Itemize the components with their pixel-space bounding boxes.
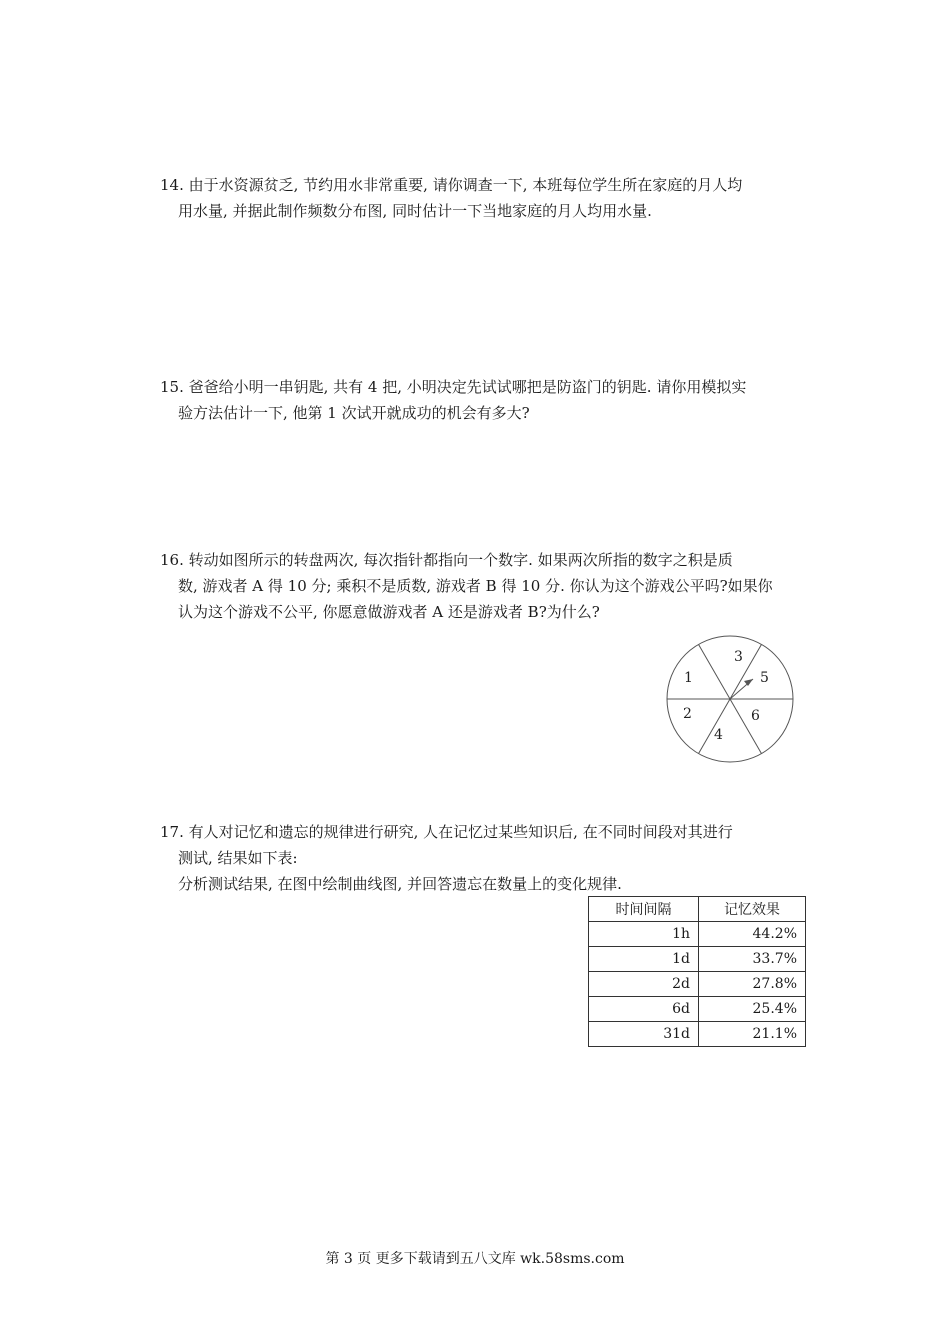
table-row — [589, 972, 806, 997]
question-17-line-2: 测试, 结果如下表: — [178, 849, 298, 867]
spinner-diagram — [664, 633, 796, 765]
spinner-number-4: 4 — [714, 727, 723, 743]
table-row — [589, 997, 806, 1022]
table-cell-effect: 33.7% — [699, 947, 806, 972]
table-row — [589, 947, 806, 972]
question-16-line-1: 16. 转动如图所示的转盘两次, 每次指针都指向一个数字. 如果两次所指的数字之积是质 — [160, 551, 733, 569]
question-17-line-3: 分析测试结果, 在图中绘制曲线图, 并回答遗忘在数量上的变化规律. — [178, 875, 622, 893]
table-header-effect: 记忆效果 — [699, 897, 806, 922]
memory-results-table — [588, 896, 806, 1047]
question-15-line-2: 验方法估计一下, 他第 1 次试开就成功的机会有多大? — [178, 404, 530, 422]
page-footer: 第 3 页 更多下载请到五八文库 wk.58sms.com — [325, 1251, 625, 1267]
spinner-number-1: 1 — [684, 670, 693, 686]
spinner-number-5: 5 — [760, 670, 769, 686]
question-14-line-2: 用水量, 并据此制作频数分布图, 同时估计一下当地家庭的月人均用水量. — [178, 202, 652, 220]
question-17-line-1: 17. 有人对记忆和遗忘的规律进行研究, 人在记忆过某些知识后, 在不同时间段对其进行 — [160, 823, 733, 841]
table-cell-interval: 31d — [589, 1022, 699, 1047]
question-14-line-1: 14. 由于水资源贫乏, 节约用水非常重要, 请你调查一下, 本班每位学生所在家庭的月人均 — [160, 176, 743, 194]
table-cell-interval: 6d — [589, 997, 699, 1022]
question-16-line-2: 数, 游戏者 A 得 10 分; 乘积不是质数, 游戏者 B 得 10 分. 你认为这个游戏公平吗?如果你 — [178, 577, 773, 595]
table-cell-interval: 1d — [589, 947, 699, 972]
table-cell-interval: 1h — [589, 922, 699, 947]
table-cell-effect: 44.2% — [699, 922, 806, 947]
question-15 — [160, 374, 810, 426]
question-14 — [160, 172, 810, 224]
spinner-number-3: 3 — [734, 649, 743, 665]
question-15-line-1: 15. 爸爸给小明一串钥匙, 共有 4 把, 小明决定先试试哪把是防盗门的钥匙. 请你用模拟实 — [160, 378, 747, 396]
question-16 — [160, 547, 810, 625]
table-cell-interval: 2d — [589, 972, 699, 997]
table-cell-effect: 27.8% — [699, 972, 806, 997]
table-header-interval: 时间间隔 — [589, 897, 699, 922]
table-row — [589, 1022, 806, 1047]
question-16-line-3: 认为这个游戏不公平, 你愿意做游戏者 A 还是游戏者 B?为什么? — [178, 603, 600, 621]
table-row — [589, 922, 806, 947]
table-cell-effect: 25.4% — [699, 997, 806, 1022]
question-17 — [160, 819, 810, 897]
spinner-number-6: 6 — [751, 708, 760, 724]
spinner-number-2: 2 — [683, 706, 692, 722]
table-cell-effect: 21.1% — [699, 1022, 806, 1047]
table-header-row — [589, 897, 806, 922]
spinner-pointer-arrowhead — [744, 679, 753, 686]
